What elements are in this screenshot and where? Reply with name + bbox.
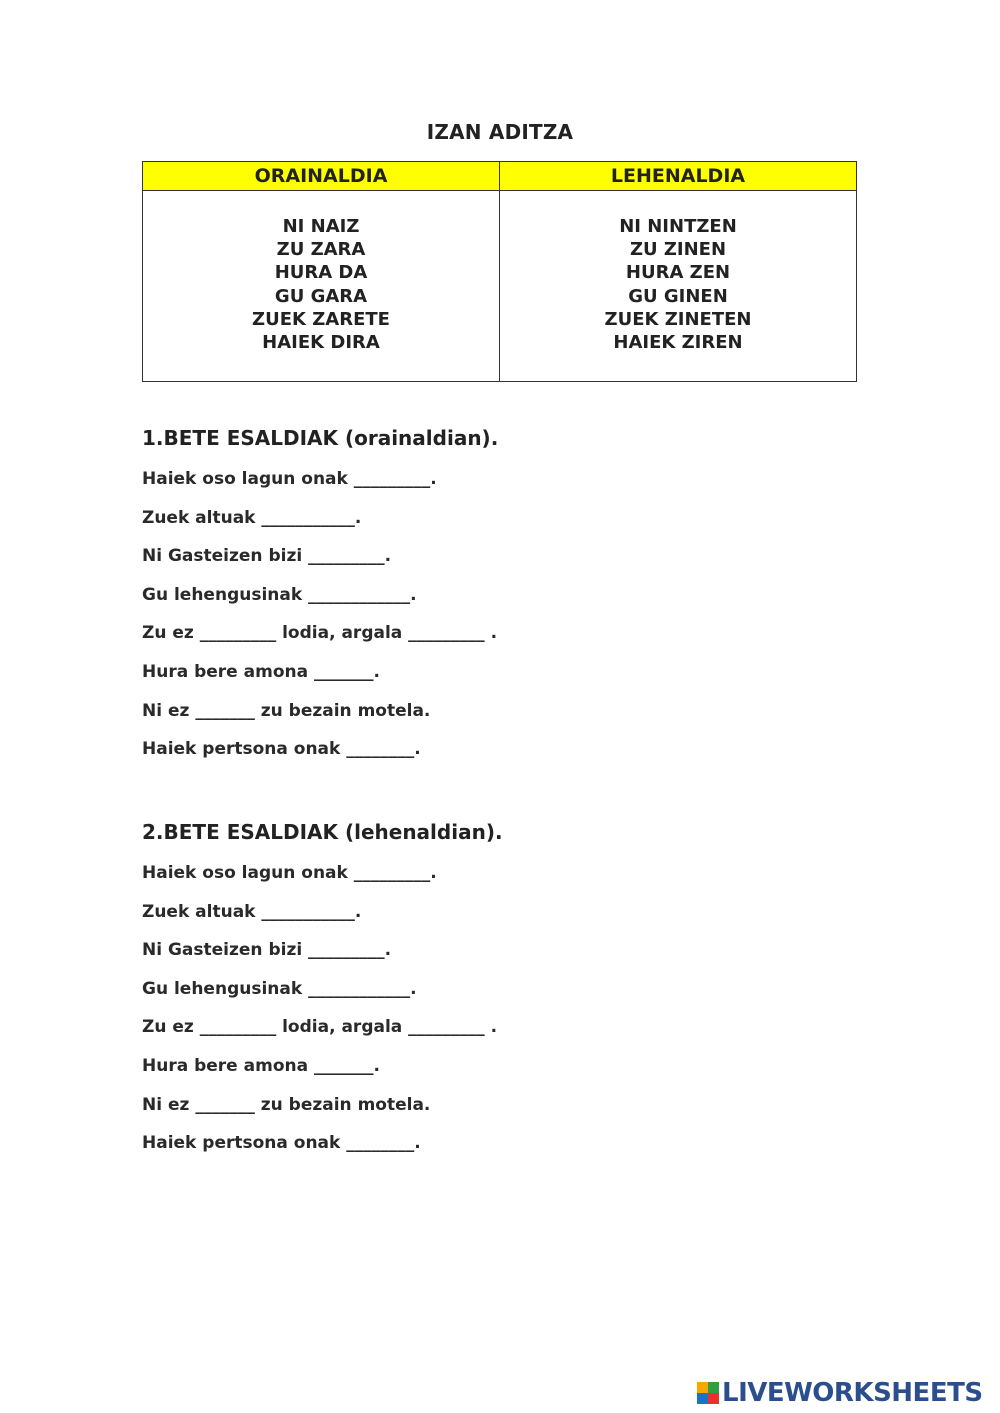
liveworksheets-logo[interactable]	[697, 1378, 983, 1408]
logo-square	[697, 1393, 708, 1404]
exercise2-heading: 2.BETE ESALDIAK (lehenaldian).	[142, 820, 503, 844]
present-form: ZUEK ZARETE	[252, 308, 390, 330]
header-present: ORAINALDIA	[143, 162, 500, 191]
exercise1-sentences	[142, 468, 497, 777]
page-title: IZAN ADITZA	[426, 120, 574, 144]
past-forms-list	[500, 191, 856, 354]
past-form: HURA ZEN	[625, 262, 731, 284]
exercise2-sentence: Ni ez _______ zu bezain motela.	[142, 1094, 431, 1115]
present-form: ZU ZARA	[276, 239, 366, 261]
present-forms-list	[143, 191, 499, 354]
past-form: HAIEK ZIREN	[613, 332, 743, 354]
logo-text: LIVEWORKSHEETS	[722, 1378, 983, 1408]
exercise2-sentence: Haiek pertsona onak ________.	[142, 1133, 421, 1154]
exercise1-sentence: Zu ez _________ lodia, argala _________ .	[142, 623, 498, 644]
exercise1-sentence: Ni ez _______ zu bezain motela.	[142, 700, 431, 721]
exercise2-sentence: Hura bere amona _______.	[142, 1055, 380, 1076]
present-form: HURA DA	[274, 262, 368, 284]
exercise1-sentence: Haiek oso lagun onak _________.	[142, 469, 437, 489]
past-forms-cell	[500, 191, 857, 382]
present-form: HAIEK DIRA	[262, 332, 380, 354]
exercise1-sentence: Gu lehengusinak ____________.	[142, 584, 417, 605]
present-form: GU GARA	[274, 285, 368, 307]
exercise2-sentence: Zu ez _________ lodia, argala _________ .	[142, 1017, 498, 1038]
present-form: NI NAIZ	[282, 216, 360, 237]
exercise2-sentence: Haiek oso lagun onak _________.	[142, 863, 437, 883]
past-form: ZU ZINEN	[629, 239, 727, 261]
present-forms-cell	[143, 191, 500, 382]
exercise2-sentence: Zuek altuak ___________.	[142, 901, 362, 922]
exercise1-sentence: Haiek pertsona onak ________.	[142, 739, 421, 760]
header-past: LEHENALDIA	[500, 162, 857, 191]
exercise1-heading: 1.BETE ESALDIAK (orainaldian).	[142, 426, 499, 450]
exercise1-sentence: Ni Gasteizen bizi _________.	[142, 546, 392, 567]
exercise1-sentence: Zuek altuak ___________.	[142, 507, 362, 528]
exercise2-sentence: Ni Gasteizen bizi _________.	[142, 940, 392, 961]
past-form: NI NINTZEN	[619, 216, 737, 237]
past-form: GU GINEN	[628, 285, 728, 307]
logo-square	[708, 1382, 719, 1393]
exercise2-sentence: Gu lehengusinak ____________.	[142, 978, 417, 999]
past-form: ZUEK ZINETEN	[604, 308, 752, 330]
exercise1-sentence: Hura bere amona _______.	[142, 661, 380, 682]
exercise2-sentences	[142, 862, 497, 1171]
logo-square	[708, 1393, 719, 1404]
conjugation-table	[142, 161, 857, 382]
liveworksheets-logo-icon	[697, 1382, 719, 1404]
logo-square	[697, 1382, 708, 1393]
